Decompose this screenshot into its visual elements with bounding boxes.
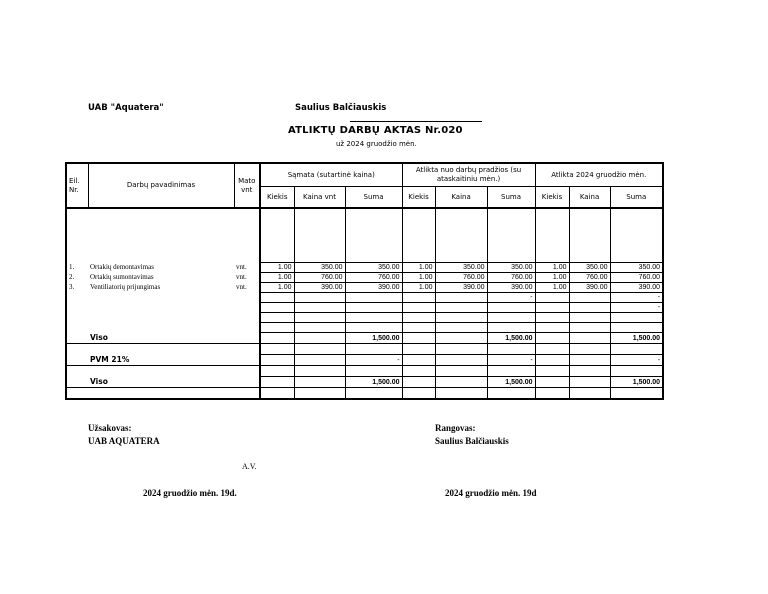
table-row bbox=[66, 273, 663, 283]
col-header-darbu: Darbų pavadinimas bbox=[88, 163, 234, 208]
table-row bbox=[66, 303, 663, 313]
subheader: Kiekis bbox=[260, 187, 294, 209]
table-row bbox=[66, 293, 663, 303]
subheader: Suma bbox=[345, 187, 402, 209]
contractor-signature-name: Saulius Balčiauskis bbox=[435, 436, 509, 446]
cell-value: 760.00 bbox=[435, 273, 487, 283]
row-name: Ortakių sumontavimas bbox=[90, 273, 154, 281]
subheader: Kaina vnt bbox=[294, 187, 345, 209]
total-value: 1,500.00 bbox=[610, 333, 663, 344]
row-name: Ortakių demontavimas bbox=[90, 263, 154, 271]
cell-dash: - bbox=[487, 293, 535, 303]
total-row bbox=[66, 333, 663, 344]
cell-value: 760.00 bbox=[487, 273, 535, 283]
document-period: už 2024 gruodžio mėn. bbox=[336, 140, 417, 148]
row-unit: vnt. bbox=[234, 283, 260, 293]
customer-title: Užsakovas: bbox=[88, 423, 132, 433]
table-spacer-row bbox=[66, 208, 663, 263]
cell-value: 1.00 bbox=[260, 283, 294, 293]
cell-value: 350.00 bbox=[294, 263, 345, 273]
table-row bbox=[66, 323, 663, 333]
subheader: Kaina bbox=[435, 187, 487, 209]
col-header-eil-nr: Eil. Nr. bbox=[66, 163, 88, 208]
grand-total-label: Viso bbox=[88, 377, 234, 388]
col-header-atlikta-men: Atlikta 2024 gruodžio mėn. bbox=[535, 163, 663, 187]
vat-row bbox=[66, 355, 663, 366]
row-number: 2. bbox=[66, 273, 88, 283]
cell-value: 1.00 bbox=[535, 283, 569, 293]
cell-value: 350.00 bbox=[569, 263, 610, 273]
cell-value: 1.00 bbox=[260, 273, 294, 283]
total-label: Viso bbox=[88, 333, 234, 344]
cell-value: 1.00 bbox=[535, 263, 569, 273]
cell-value: 760.00 bbox=[569, 273, 610, 283]
subheader: Suma bbox=[487, 187, 535, 209]
col-header-atlikta-nuo: Atlikta nuo darbų pradžios (su ataskaitiniu mėn.) bbox=[402, 163, 535, 187]
cell-value: 350.00 bbox=[345, 263, 402, 273]
vat-value: - bbox=[345, 355, 402, 366]
subheader: Kiekis bbox=[402, 187, 435, 209]
cell-dash: - bbox=[610, 293, 663, 303]
customer-date: 2024 gruodžio mėn. 19d. bbox=[143, 488, 237, 498]
table-header-row bbox=[66, 163, 663, 187]
grand-total-value: 1,500.00 bbox=[345, 377, 402, 388]
cell-value: 390.00 bbox=[487, 283, 535, 293]
subheader: Suma bbox=[610, 187, 663, 209]
table-row bbox=[66, 366, 663, 377]
grand-total-value: 1,500.00 bbox=[610, 377, 663, 388]
works-table bbox=[65, 162, 664, 400]
contractor-date: 2024 gruodžio mėn. 19d bbox=[445, 488, 537, 498]
cell-value: 760.00 bbox=[294, 273, 345, 283]
table-row bbox=[66, 388, 663, 400]
cell-value: 390.00 bbox=[435, 283, 487, 293]
grand-total-value: 1,500.00 bbox=[487, 377, 535, 388]
subheader: Kaina bbox=[569, 187, 610, 209]
row-unit: vnt. bbox=[234, 273, 260, 283]
cell-value: 390.00 bbox=[294, 283, 345, 293]
stamp-place: A.V. bbox=[242, 462, 257, 471]
col-header-samata: Sąmata (sutartinė kaina) bbox=[260, 163, 402, 187]
row-name: Ventiliatorių prijungimas bbox=[90, 283, 161, 291]
signature-line bbox=[350, 121, 482, 122]
total-value: 1,500.00 bbox=[487, 333, 535, 344]
contractor-title: Rangovas: bbox=[435, 423, 476, 433]
cell-value: 390.00 bbox=[569, 283, 610, 293]
cell-value: 350.00 bbox=[487, 263, 535, 273]
row-number: 1. bbox=[66, 263, 88, 273]
customer-name: UAB AQUATERA bbox=[88, 436, 160, 446]
cell-value: 350.00 bbox=[610, 263, 663, 273]
subheader: Kiekis bbox=[535, 187, 569, 209]
vat-label: PVM 21% bbox=[88, 355, 234, 366]
company-name: UAB "Aquatera" bbox=[88, 103, 164, 113]
table-row bbox=[66, 283, 663, 293]
cell-value: 350.00 bbox=[435, 263, 487, 273]
cell-value: 1.00 bbox=[402, 263, 435, 273]
table-row bbox=[66, 263, 663, 273]
cell-value: 760.00 bbox=[610, 273, 663, 283]
vat-value: - bbox=[610, 355, 663, 366]
cell-value: 760.00 bbox=[345, 273, 402, 283]
row-unit: vnt. bbox=[234, 263, 260, 273]
cell-value: 1.00 bbox=[260, 263, 294, 273]
cell-dash: - bbox=[610, 303, 663, 313]
table-row bbox=[66, 344, 663, 355]
cell-value: 1.00 bbox=[535, 273, 569, 283]
contractor-name: Saulius Balčiauskis bbox=[295, 103, 387, 113]
document-title: ATLIKTŲ DARBŲ AKTAS Nr.020 bbox=[288, 125, 463, 136]
col-header-mato: Mato vnt bbox=[234, 163, 260, 208]
cell-value: 390.00 bbox=[345, 283, 402, 293]
row-number: 3. bbox=[66, 283, 88, 293]
table-row bbox=[66, 313, 663, 323]
cell-value: 390.00 bbox=[610, 283, 663, 293]
cell-value: 1.00 bbox=[402, 283, 435, 293]
cell-value: 1.00 bbox=[402, 273, 435, 283]
total-value: 1,500.00 bbox=[345, 333, 402, 344]
grand-total-row bbox=[66, 377, 663, 388]
vat-value: - bbox=[487, 355, 535, 366]
